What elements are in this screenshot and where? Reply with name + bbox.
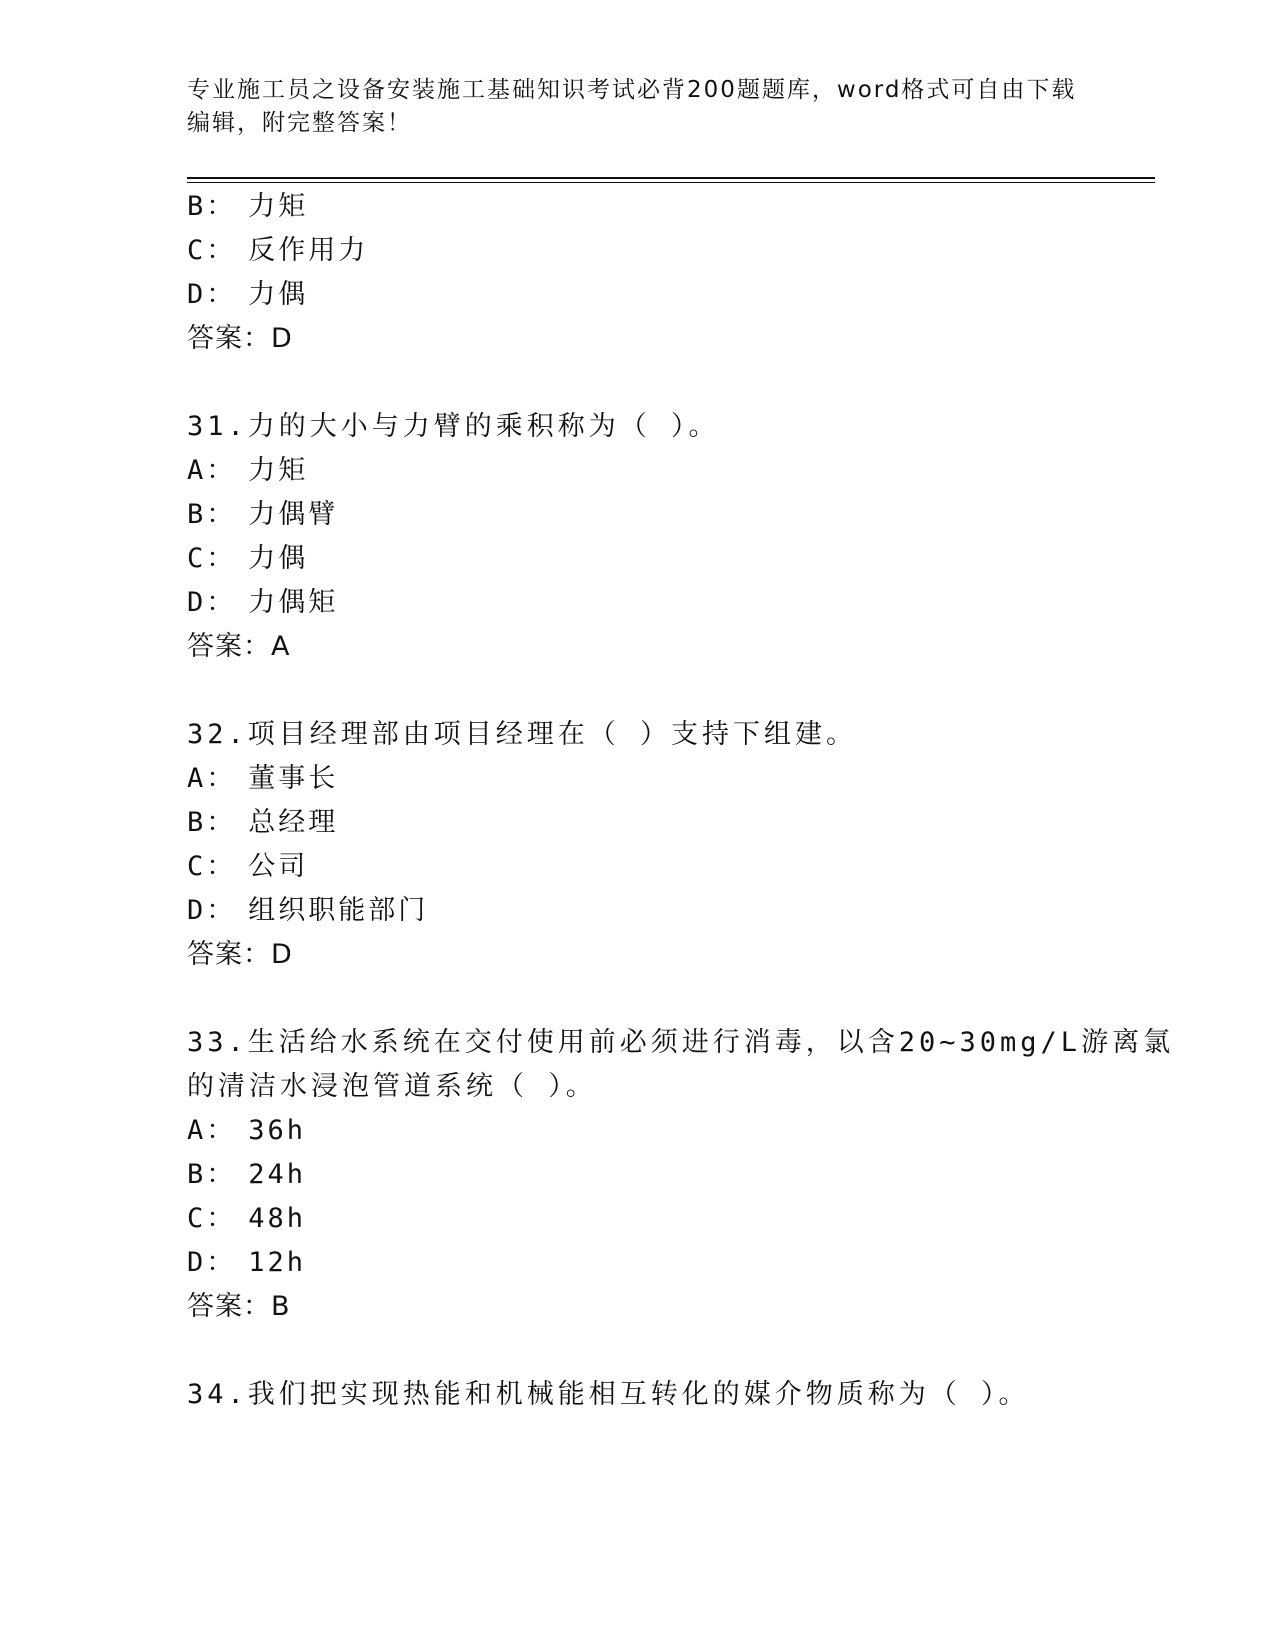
option-letter: C： bbox=[187, 543, 237, 574]
q33-question-line2: 的清洁水浸泡管道系统（ ）。 bbox=[187, 1071, 597, 1102]
option-text: 力偶臂 bbox=[248, 499, 339, 530]
q32-question: 32.项目经理部由项目经理在（ ）支持下组建。 bbox=[187, 719, 858, 750]
option-text: 力偶矩 bbox=[248, 587, 339, 618]
q33-option-d bbox=[187, 1246, 306, 1280]
option-text: 力偶 bbox=[248, 279, 309, 310]
option-text: 总经理 bbox=[248, 807, 339, 838]
option-letter: B： bbox=[187, 191, 237, 222]
option-text: 12h bbox=[248, 1247, 307, 1278]
option-text: 力矩 bbox=[248, 191, 309, 222]
q30-answer: 答案：D bbox=[187, 323, 293, 354]
option-letter: B： bbox=[187, 499, 237, 530]
option-letter: C： bbox=[187, 1203, 237, 1234]
option-letter: D： bbox=[187, 587, 237, 618]
q30-option-b bbox=[187, 190, 308, 224]
header-divider-thin bbox=[187, 182, 1155, 183]
option-letter: A： bbox=[187, 763, 237, 794]
option-letter: B： bbox=[187, 1159, 237, 1190]
header-title-line2: 编辑，附完整答案！ bbox=[187, 110, 412, 136]
q33-question-line1: 33.生活给水系统在交付使用前必须进行消毒，以含20~30mg/L游离氯 bbox=[187, 1027, 1175, 1058]
option-letter: C： bbox=[187, 851, 237, 882]
q33-option-b bbox=[187, 1158, 306, 1192]
q32-option-c bbox=[187, 850, 308, 884]
q31-answer: 答案：A bbox=[187, 631, 291, 662]
q33-answer: 答案：B bbox=[187, 1291, 291, 1322]
option-letter: D： bbox=[187, 895, 237, 926]
option-letter: C： bbox=[187, 235, 237, 266]
option-letter: B： bbox=[187, 807, 237, 838]
q30-option-c bbox=[187, 234, 368, 268]
q34-question: 34.我们把实现热能和机械能相互转化的媒介物质称为（ ）。 bbox=[187, 1379, 1030, 1410]
option-text: 组织职能部门 bbox=[248, 895, 429, 926]
q31-option-c bbox=[187, 542, 308, 576]
document-header bbox=[187, 74, 1077, 140]
option-text: 48h bbox=[248, 1203, 307, 1234]
q32-option-a bbox=[187, 762, 338, 796]
q32-answer: 答案：D bbox=[187, 939, 293, 970]
q32-option-d bbox=[187, 894, 428, 928]
q31-question: 31.力的大小与力臂的乘积称为（ ）。 bbox=[187, 411, 720, 442]
option-text: 力偶 bbox=[248, 543, 309, 574]
q33-option-c bbox=[187, 1202, 306, 1236]
option-text: 反作用力 bbox=[248, 235, 369, 266]
option-text: 24h bbox=[248, 1159, 307, 1190]
option-letter: A： bbox=[187, 455, 237, 486]
q32-option-b bbox=[187, 806, 338, 840]
option-text: 公司 bbox=[248, 851, 309, 882]
q31-option-b bbox=[187, 498, 338, 532]
q31-option-a bbox=[187, 454, 308, 488]
option-letter: A： bbox=[187, 1115, 237, 1146]
header-title-line1: 专业施工员之设备安装施工基础知识考试必背200题题库，word格式可自由下载 bbox=[187, 77, 1077, 103]
option-letter: D： bbox=[187, 1247, 237, 1278]
option-text: 董事长 bbox=[248, 763, 339, 794]
q31-option-d bbox=[187, 586, 338, 620]
q30-option-d bbox=[187, 278, 308, 312]
option-text: 36h bbox=[248, 1115, 307, 1146]
header-divider-thick bbox=[187, 177, 1155, 179]
option-letter: D： bbox=[187, 279, 237, 310]
q33-option-a bbox=[187, 1114, 306, 1148]
option-text: 力矩 bbox=[248, 455, 309, 486]
